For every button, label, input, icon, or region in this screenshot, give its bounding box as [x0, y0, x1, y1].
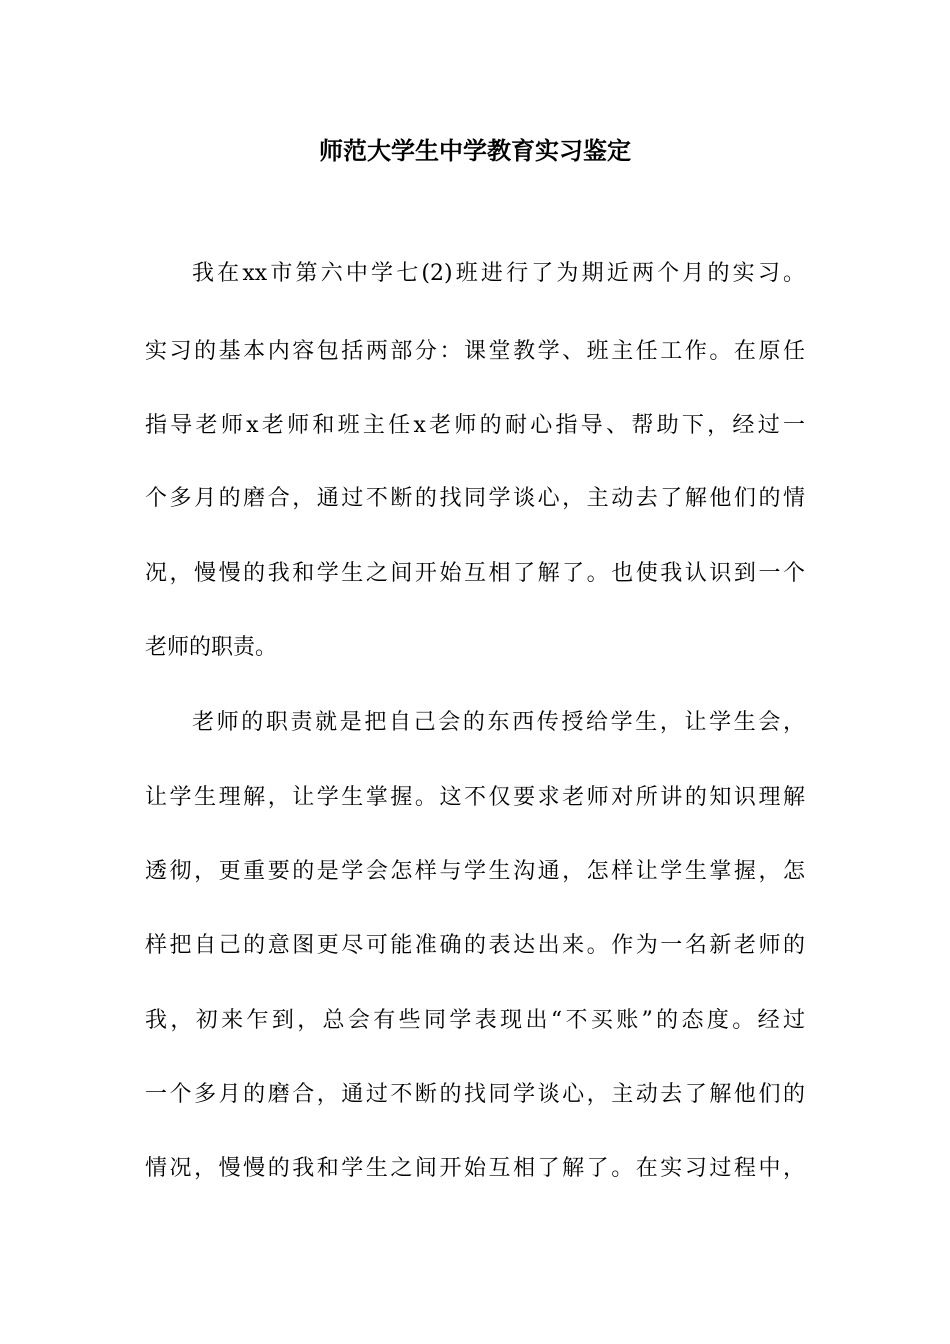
paragraph-line: 况，慢慢的我和学生之间开始互相了解了。也使我认识到一个: [145, 561, 805, 586]
paragraph-line: 情况，慢慢的我和学生之间开始互相了解了。在实习过程中，: [145, 1156, 805, 1181]
paragraph-line: 老师的职责。: [145, 635, 278, 660]
paragraph-line: 实习的基本内容包括两部分：课堂教学、班主任工作。在原任: [145, 339, 805, 364]
paragraph-line: 老师的职责就是把自己会的东西传授给学生，让学生会，: [192, 710, 805, 735]
paragraph-line: 一个多月的磨合，通过不断的找同学谈心，主动去了解他们的: [145, 1082, 805, 1107]
paragraph-line: 让学生理解，让学生掌握。这不仅要求老师对所讲的知识理解: [145, 785, 805, 810]
document-title: 师范大学生中学教育实习鉴定: [319, 136, 631, 165]
paragraph-line: 我，初来乍到，总会有些同学表现出“不买账”的态度。经过: [145, 1008, 805, 1033]
paragraph-line: 指导老师x老师和班主任x老师的耐心指导、帮助下，经过一: [145, 413, 805, 438]
paragraph-line: 我在xx市第六中学七(2)班进行了为期近两个月的实习。: [192, 261, 805, 286]
paragraph-line: 个多月的磨合，通过不断的找同学谈心，主动去了解他们的情: [145, 486, 805, 511]
paragraph-line: 透彻，更重要的是学会怎样与学生沟通，怎样让学生掌握，怎: [145, 859, 805, 884]
paragraph-line: 样把自己的意图更尽可能准确的表达出来。作为一名新老师的: [145, 933, 805, 958]
